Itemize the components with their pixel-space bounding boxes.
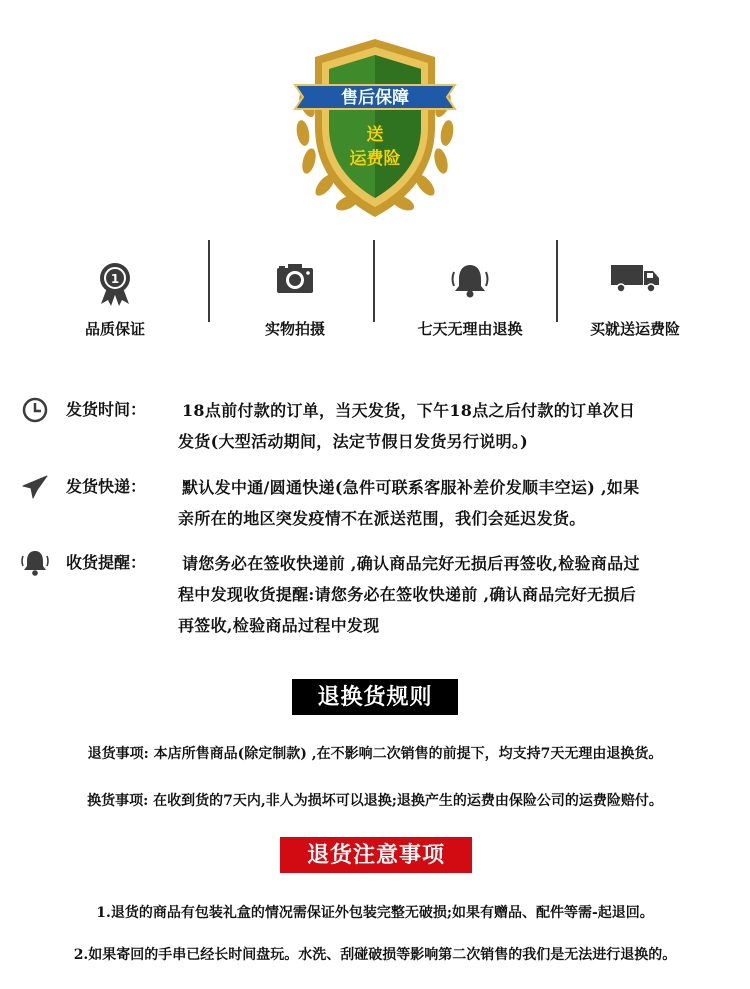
shipping-time-label: 发货时间： xyxy=(66,400,147,419)
bell-icon xyxy=(20,548,50,578)
return-note-line: 2.如果寄回的手串已经长时间盘玩。水洗、刮碰破损等影响第二次销售的我们是无法进行退换的。 xyxy=(73,947,677,963)
clock-icon xyxy=(20,395,50,425)
badge-banner-text: 售后保障 xyxy=(341,88,409,108)
return-rule-line: 退货事项: 本店所售商品(除定制款) ,在不影响二次销售的前提下，均支持7天无理由退换货。 xyxy=(87,746,663,762)
text-line: 18点前付款的订单，当天发货，下午18点之后付款的订单次日 xyxy=(182,401,636,420)
receipt-reminder-row xyxy=(20,548,740,644)
text-line: 程中发现收货提醒:请您务必在签收快递前 ,确认商品完好无损后 xyxy=(178,585,637,604)
text-line: 亲所在的地区突发疫情不在派送范围，我们会延迟发货。 xyxy=(178,509,586,528)
return-rules-title: 退换货规则 xyxy=(292,679,458,715)
feature-quality xyxy=(30,240,200,350)
feature-label: 买就送运费险 xyxy=(589,320,680,338)
svg-text:1: 1 xyxy=(110,272,120,286)
text-line: 再签收,检验商品过程中发现 xyxy=(178,616,380,635)
shipping-time-text xyxy=(178,395,738,457)
bell-icon xyxy=(450,262,490,302)
badge-line2: 运费险 xyxy=(349,149,401,169)
truck-icon xyxy=(609,262,661,298)
after-sales-badge xyxy=(285,35,465,225)
text-line: 默认发中通/圆通快递(急件可联系客服补差价发顺丰空运) ,如果 xyxy=(182,478,640,497)
feature-row xyxy=(30,240,720,350)
feature-shipping-insurance xyxy=(550,240,720,350)
return-notes-title: 退货注意事项 xyxy=(280,837,472,873)
feature-label: 品质保证 xyxy=(84,320,145,338)
shipping-express-label: 发货快递： xyxy=(66,477,147,496)
return-note-line: 1.退货的商品有包装礼盒的情况需保证外包装完整无破损;如果有赠品、配件等需-起退回。 xyxy=(96,905,654,921)
receipt-reminder-label: 收货提醒： xyxy=(66,553,147,572)
feature-real-photo xyxy=(210,240,380,350)
receipt-reminder-text xyxy=(178,548,738,641)
badge-line1: 送 xyxy=(366,125,384,145)
divider xyxy=(373,240,375,322)
exchange-rule-line: 换货事项: 在收到货的7天内,非人为损坏可以退换;退换产生的运费由保险公司的运费险赔付。 xyxy=(87,793,663,809)
camera-icon xyxy=(275,262,315,298)
shipping-time-row xyxy=(20,395,740,459)
shipping-express-text xyxy=(178,472,738,534)
text-line: 请您务必在签收快递前 ,确认商品完好无损后再签收,检验商品过 xyxy=(182,554,640,573)
feature-label: 实物拍摄 xyxy=(264,320,325,338)
medal-icon xyxy=(97,262,133,310)
text-line: 发货(大型活动期间，法定节假日发货另行说明。) xyxy=(178,432,529,451)
feature-label: 七天无理由退换 xyxy=(417,320,523,338)
airplane-icon xyxy=(20,472,50,502)
feature-seven-day-return xyxy=(385,240,555,350)
shipping-express-row xyxy=(20,472,740,536)
shield-icon xyxy=(285,35,465,225)
